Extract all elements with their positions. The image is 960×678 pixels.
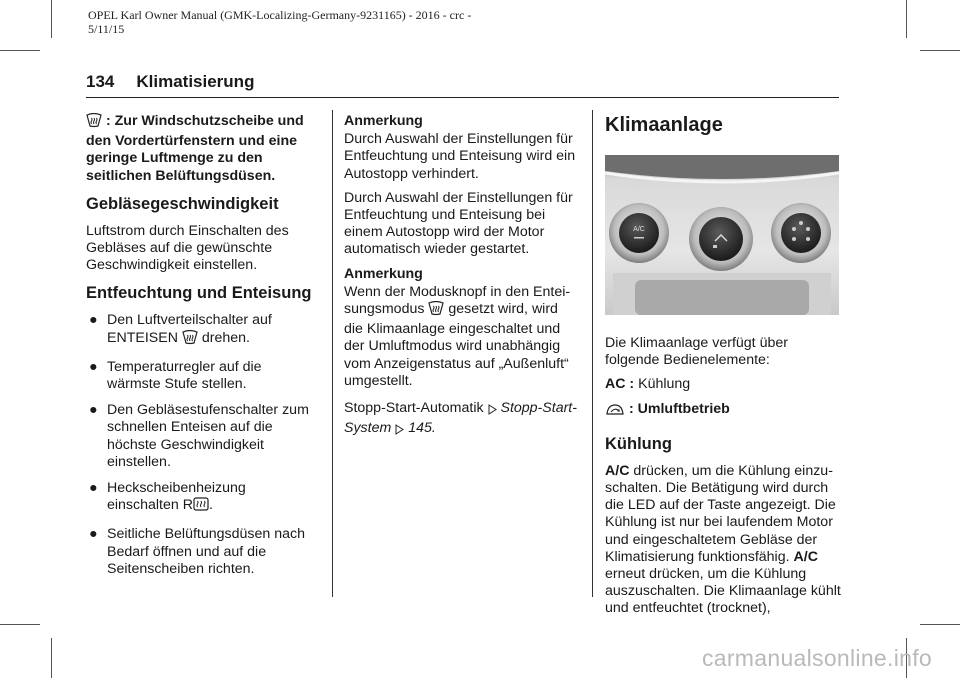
heading-cooling: Kühlung — [605, 434, 672, 453]
recirculation-icon — [605, 403, 625, 421]
fan-knob — [689, 207, 753, 271]
fan-speed-text: Luftstrom durch Einschalten des Gebläses auf die gewünschte Geschwindigkeit einstellen. — [86, 222, 289, 274]
note-text: Durch Auswahl der Einstellungen für Entfeuchtung und Enteisung wird ein Autostopp verhindert. — [344, 131, 576, 182]
column-3 — [605, 113, 841, 625]
note-heading: Anmerkung — [344, 113, 423, 129]
list-item: ● Den Luftverteilschalter auf ENTEISEN drehen. — [86, 312, 318, 349]
column-1 — [86, 113, 318, 587]
ac-control-item: AC : Kühlung — [605, 376, 691, 393]
column-divider — [592, 110, 593, 597]
section-title: Klimatisierung — [136, 72, 255, 91]
column-2 — [344, 113, 580, 447]
page-reference-arrow-icon — [488, 403, 497, 420]
recirculation-control-item: : Umluftbetrieb — [605, 401, 841, 421]
page-header — [86, 72, 254, 92]
watermark: carmanualsonline.info — [701, 645, 932, 671]
temperature-knob — [609, 203, 669, 263]
windshield-defrost-icon — [428, 301, 444, 321]
defrost-intro — [86, 113, 318, 185]
heading-defog: Entfeuchtung und Enteisung — [86, 284, 312, 303]
heading-fan-speed: Gebläsegeschwindigkeit — [86, 194, 279, 213]
note-text: Durch Auswahl der Einstellungen für Entfeuchtung und Enteisung bei einem Autostopp wird der Motor automatisch wieder gestartet. — [344, 189, 573, 258]
cross-reference-link[interactable]: Stopp-Start-System — [344, 400, 577, 437]
list-item: ● Den Gebläsestufenschalter zum schnellen Enteisen auf die höchste Geschwindigkeit einstellen. — [89, 402, 309, 470]
defog-steps — [86, 312, 318, 578]
crop-mark — [0, 624, 40, 625]
header-rule — [86, 97, 839, 98]
page-number: 134 — [86, 72, 115, 91]
crop-mark — [920, 50, 960, 51]
mode-knob — [771, 203, 831, 263]
note-heading: Anmerkung — [344, 265, 423, 282]
svg-text:A/C: A/C — [633, 226, 645, 233]
page-reference-arrow-icon — [395, 423, 404, 440]
controls-intro: Die Klimaanlage verfügt über folgende Bedienelemente: — [605, 335, 788, 369]
crop-mark — [0, 50, 40, 51]
heading-climate-control: Klimaanlage — [605, 114, 723, 136]
list-item: ● Heckscheibenheizung einschalten R . — [86, 480, 318, 517]
defrost-intro-text: : Zur Windschutzscheibe und den Vordertürfenstern und eine geringe Luftmenge zu den seitlichen Belüftungsdüsen. — [86, 113, 304, 184]
crop-mark — [51, 0, 52, 38]
column-divider — [332, 110, 333, 597]
crop-mark — [906, 0, 907, 38]
rear-window-defrost-icon — [193, 497, 209, 517]
print-meta — [88, 8, 471, 36]
print-meta-line1: OPEL Karl Owner Manual (GMK-Localizing-Germany-9231165) - 2016 - crc - — [88, 8, 472, 22]
crop-mark — [920, 624, 960, 625]
cross-reference-page[interactable]: 145. — [408, 420, 436, 437]
list-item: ● Seitliche Belüftungsdüsen nach Bedarf öffnen und auf die Seitenscheiben richten. — [89, 526, 305, 577]
print-meta-line2: 5/11/15 — [88, 22, 125, 36]
list-item: ● Temperaturregler auf die wärmste Stufe stellen. — [89, 358, 262, 393]
crop-mark — [51, 638, 52, 678]
climate-control-panel-photo — [605, 155, 839, 315]
note-text: Wenn der Modusknopf in den Enteisungsmodus gesetzt wird, wird die Klimaanlage eingeschaltet und der Umluftmodus wird unabhängig vom Anzeigenstatus auf „Außenluft“ umgestellt. — [344, 283, 571, 389]
cross-reference: Stopp-Start-Automatik Stopp-Start-System 145. — [344, 400, 580, 440]
windshield-defrost-icon — [182, 330, 198, 350]
cooling-text: A/C drücken, um die Kühlung einzuschalten. Die Betätigung wird durch die LED auf der Taste angezeigt. Die Kühlung ist nur bei laufendem Motor und eingeschaltetem Gebläse der Klimatisierung funktionsfähig. A/C erneut drücken, um die Kühlung auszuschalten. Die Klimaanlage kühlt und entfeuchtet (trocknet), — [605, 462, 841, 617]
windshield-defrost-icon — [86, 113, 102, 133]
